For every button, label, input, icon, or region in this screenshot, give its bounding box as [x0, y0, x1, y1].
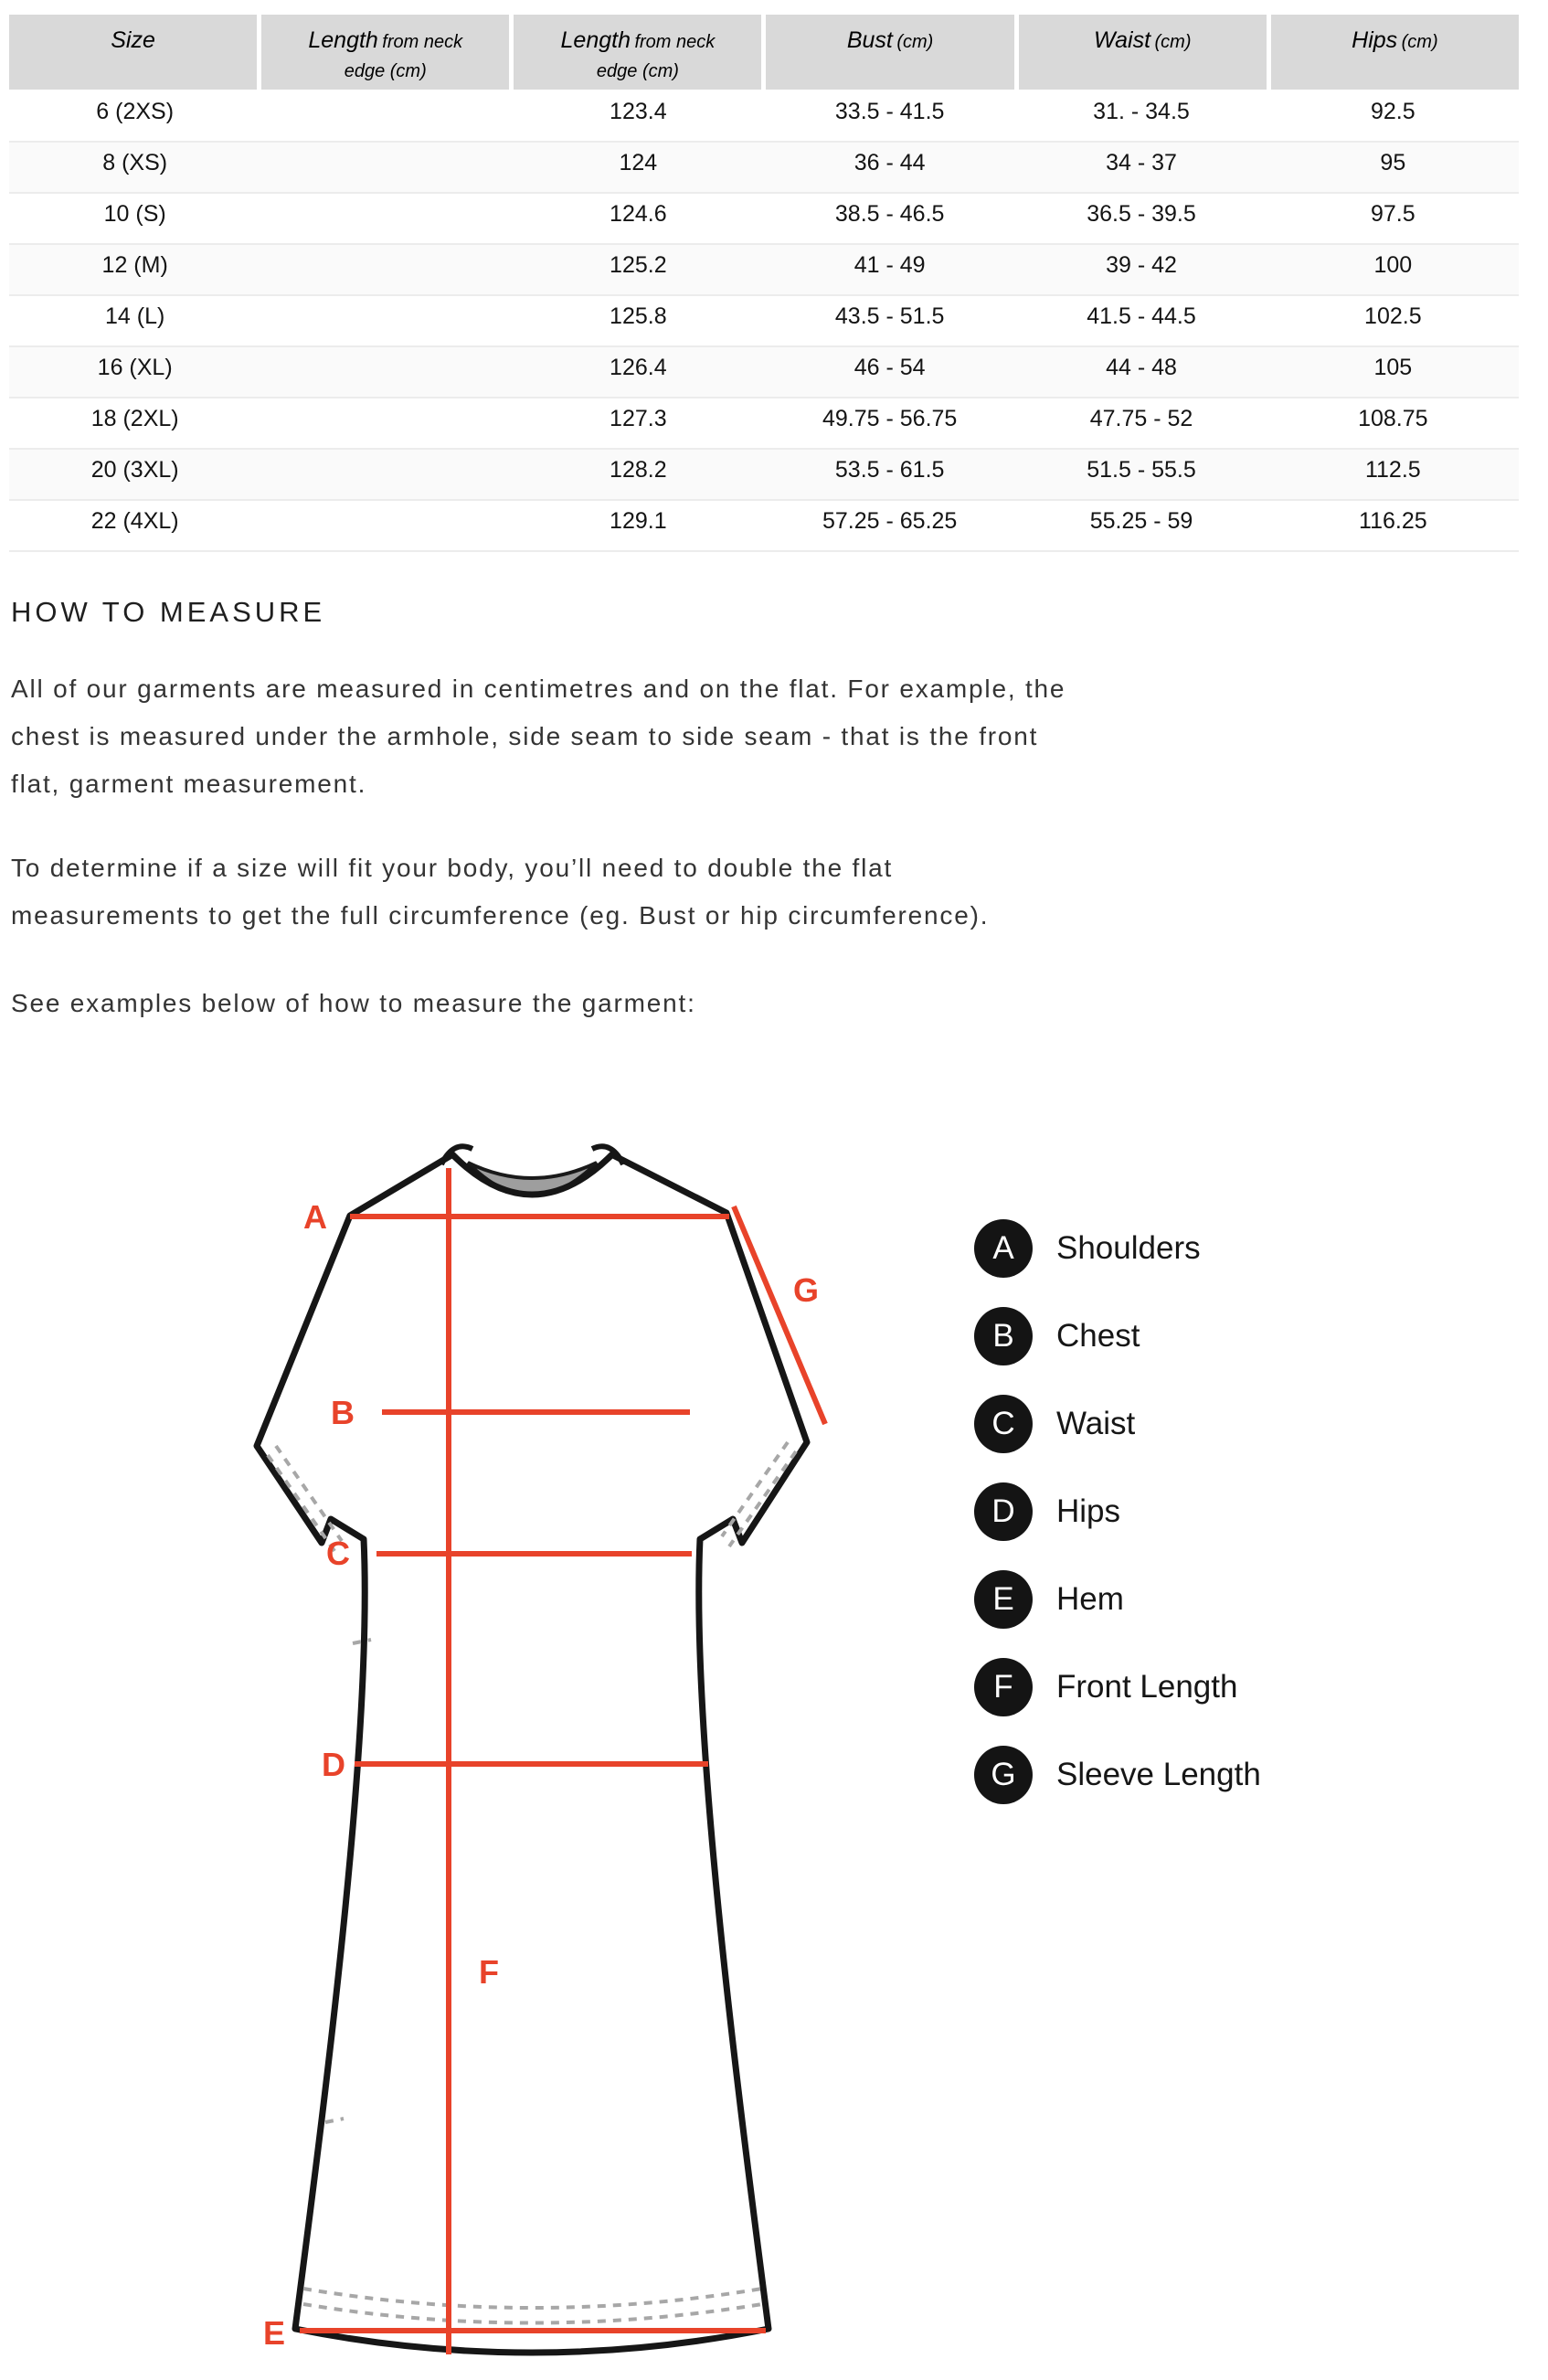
table-cell: 128.2 [610, 457, 667, 483]
table-cell: 10 (S) [103, 201, 166, 227]
legend-item-chest [974, 1292, 1261, 1380]
table-cell: 16 (XL) [97, 355, 173, 380]
paragraph-line: See examples below of how to measure the garment: [11, 989, 696, 1017]
table-cell: 34 - 37 [1106, 150, 1177, 175]
legend-key-badge: D [974, 1482, 1033, 1541]
measure-label-c: C [326, 1535, 350, 1572]
col-header-size [9, 15, 257, 90]
table-cell [260, 450, 512, 499]
table-cell [260, 194, 512, 243]
legend-item-shoulders [974, 1205, 1261, 1292]
table-row [9, 245, 1519, 296]
table-row [9, 398, 1519, 450]
section-title: HOW TO MEASURE [11, 596, 326, 628]
paragraph-2 [11, 845, 1528, 940]
table-cell: 124 [619, 150, 658, 175]
table-row [9, 194, 1519, 245]
measure-label-e: E [262, 2314, 285, 2352]
table-cell [260, 296, 512, 345]
legend-label: Chest [1056, 1318, 1140, 1354]
table-cell: 22 (4XL) [90, 508, 179, 534]
table-cell: 100 [1373, 252, 1413, 278]
table-cell: 49.75 - 56.75 [822, 406, 958, 431]
legend-key-badge: F [974, 1658, 1033, 1716]
table-cell: 55.25 - 59 [1089, 508, 1193, 534]
table-cell [260, 347, 512, 397]
measurement-legend [974, 1205, 1261, 1819]
table-cell [260, 245, 512, 294]
col-header-hips: Hips (cm) [1271, 15, 1519, 90]
table-row [9, 347, 1519, 398]
table-cell: 108.75 [1358, 406, 1428, 431]
table-cell: 57.25 - 65.25 [822, 508, 958, 534]
table-cell [260, 143, 512, 192]
table-cell: 129.1 [610, 508, 667, 534]
paragraph-line: To determine if a size will fit your body, you’ll need to double the flat [11, 854, 894, 882]
measure-label-b: B [331, 1394, 355, 1431]
table-row [9, 450, 1519, 501]
table-cell: 44 - 48 [1106, 355, 1177, 380]
how-to-measure-section [11, 596, 1528, 1027]
table-cell: 124.6 [610, 201, 667, 227]
table-row [9, 143, 1519, 194]
table-cell: 123.4 [610, 99, 667, 124]
table-cell: 92.5 [1370, 99, 1415, 124]
col-header-size-label: Size [111, 27, 155, 53]
table-row [9, 501, 1519, 552]
size-chart-header-row [9, 15, 1519, 90]
table-cell: 8 (XS) [102, 150, 168, 175]
garment-diagram [228, 1133, 868, 2380]
table-cell [260, 398, 512, 448]
table-cell: 31. - 34.5 [1093, 99, 1190, 124]
legend-label: Hips [1056, 1493, 1121, 1529]
table-cell: 39 - 42 [1106, 252, 1177, 278]
col-header-length-1: Length from neck edge (cm) [261, 15, 509, 90]
measure-label-a: A [303, 1198, 327, 1236]
table-cell: 53.5 - 61.5 [834, 457, 945, 483]
table-cell: 36.5 - 39.5 [1087, 201, 1196, 227]
measure-label-d: D [322, 1746, 345, 1783]
table-cell: 43.5 - 51.5 [834, 303, 945, 329]
legend-item-waist [974, 1380, 1261, 1468]
table-cell: 126.4 [610, 355, 667, 380]
table-row [9, 296, 1519, 347]
legend-key-badge: A [974, 1219, 1033, 1278]
table-cell: 36 - 44 [854, 150, 926, 175]
col-header-bust: Bust (cm) [766, 15, 1013, 90]
paragraph-line: chest is measured under the armhole, side seam to side seam - that is the front [11, 722, 1039, 750]
measure-label-f: F [479, 1953, 499, 1991]
paragraph-line: All of our garments are measured in centimetres and on the flat. For example, the [11, 675, 1066, 703]
legend-label: Sleeve Length [1056, 1757, 1261, 1792]
legend-key-badge: B [974, 1307, 1033, 1365]
col-header-length-2: Length from neck edge (cm) [514, 15, 761, 90]
col-header-waist: Waist (cm) [1019, 15, 1267, 90]
legend-item-sleeve-length [974, 1731, 1261, 1819]
table-cell: 125.2 [610, 252, 667, 278]
size-chart-body [9, 91, 1519, 552]
table-cell: 97.5 [1370, 201, 1415, 227]
table-cell: 14 (L) [105, 303, 165, 329]
table-cell: 6 (2XS) [96, 99, 175, 124]
table-cell: 127.3 [610, 406, 667, 431]
legend-key-badge: G [974, 1746, 1033, 1804]
table-cell: 125.8 [610, 303, 667, 329]
legend-item-hem [974, 1556, 1261, 1643]
table-cell [260, 501, 512, 550]
table-cell: 20 (3XL) [90, 457, 179, 483]
table-cell: 112.5 [1364, 457, 1421, 483]
table-cell: 102.5 [1364, 303, 1422, 329]
legend-item-front-length [974, 1643, 1261, 1731]
legend-key-badge: E [974, 1570, 1033, 1629]
paragraph-1 [11, 665, 1528, 808]
table-cell: 95 [1380, 150, 1406, 175]
table-cell: 38.5 - 46.5 [834, 201, 945, 227]
table-row [9, 91, 1519, 143]
table-cell: 51.5 - 55.5 [1087, 457, 1196, 483]
legend-key-badge: C [974, 1395, 1033, 1453]
paragraph-line: flat, garment measurement. [11, 770, 367, 798]
table-cell: 105 [1373, 355, 1413, 380]
measure-label-g: G [793, 1271, 820, 1309]
legend-label: Hem [1056, 1581, 1124, 1617]
legend-label: Waist [1056, 1406, 1136, 1441]
table-cell: 41 - 49 [854, 252, 926, 278]
table-cell: 33.5 - 41.5 [834, 99, 945, 124]
legend-label: Front Length [1056, 1669, 1238, 1705]
legend-label: Shoulders [1056, 1230, 1201, 1266]
paragraph-3 [11, 980, 1528, 1027]
table-cell: 116.25 [1359, 508, 1427, 534]
size-chart-table [9, 15, 1519, 552]
table-cell: 41.5 - 44.5 [1087, 303, 1196, 329]
legend-item-hips [974, 1468, 1261, 1556]
table-cell: 12 (M) [101, 252, 168, 278]
paragraph-line: measurements to get the full circumference (eg. Bust or hip circumference). [11, 901, 990, 930]
table-cell: 18 (2XL) [90, 406, 179, 431]
table-cell: 46 - 54 [854, 355, 926, 380]
table-cell [260, 91, 512, 141]
table-cell: 47.75 - 52 [1089, 406, 1193, 431]
